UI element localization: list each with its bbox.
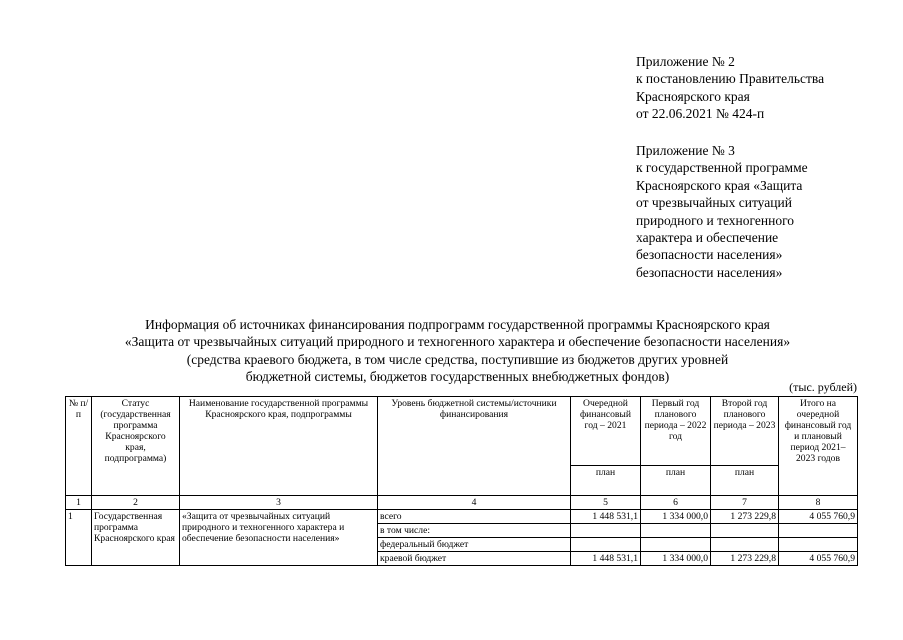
col-number: 6 xyxy=(641,496,711,510)
program-num: 1 xyxy=(66,510,92,566)
header-name: Наименование государственной программы Красноярского края, подпрограммы xyxy=(180,397,378,466)
appendix-line: природного и техногенного xyxy=(636,212,795,228)
col-number: 7 xyxy=(711,496,779,510)
appendix-line: Приложение № 2 xyxy=(636,54,735,69)
col-number: 2 xyxy=(92,496,180,510)
appendix-line: безопасности населения» xyxy=(636,264,783,280)
row-level: федеральный бюджет xyxy=(378,538,571,552)
row-value-total: 4 055 760,9 xyxy=(779,510,858,524)
document-title xyxy=(60,316,855,386)
header-row xyxy=(66,397,858,466)
title-line: «Защита от чрезвычайных ситуаций природного и техногенного характера и обеспечение безопасности населения» xyxy=(124,334,791,350)
row-value-2022: 1 334 000,0 xyxy=(641,552,711,566)
header-plan: план xyxy=(711,465,779,496)
appendix-line: Приложение № 3 xyxy=(636,143,735,158)
row-value-2023: 1 273 229,8 xyxy=(711,510,779,524)
column-number-row xyxy=(66,496,858,510)
header-status: Статус (государственная программа Красноярского края, подпрограмма) xyxy=(92,397,180,466)
header-year-2021: Очередной финансовый год – 2021 xyxy=(571,397,641,466)
row-value-total xyxy=(779,538,858,552)
col-number: 5 xyxy=(571,496,641,510)
appendix-line: Красноярского края «Защита xyxy=(636,177,803,193)
program-status: Государственная программа Красноярского края xyxy=(92,510,180,566)
header-plan-row xyxy=(66,465,858,496)
row-value-2021: 1 448 531,1 xyxy=(571,552,641,566)
row-value-total xyxy=(779,524,858,538)
header-level-cont xyxy=(378,465,571,496)
appendix-resolution-block xyxy=(636,53,824,123)
row-level: краевой бюджет xyxy=(378,552,571,566)
header-plan: план xyxy=(641,465,711,496)
appendix-line: характера и обеспечение xyxy=(636,230,779,246)
header-level: Уровень бюджетной системы/источники финансирования xyxy=(378,397,571,466)
financing-table xyxy=(65,396,858,566)
header-year-2022: Первый год планового периода – 2022 год xyxy=(641,397,711,466)
appendix-line: Красноярского края xyxy=(636,88,750,104)
row-value-2023 xyxy=(711,524,779,538)
appendix-program-block xyxy=(636,142,808,281)
table-row xyxy=(66,510,858,524)
header-plan: план xyxy=(571,465,641,496)
title-line: бюджетной системы, бюджетов государственных внебюджетных фондов) xyxy=(245,369,670,385)
row-value-2022: 1 334 000,0 xyxy=(641,510,711,524)
row-level: в том числе: xyxy=(378,524,571,538)
row-value-2021: 1 448 531,1 xyxy=(571,510,641,524)
row-value-2022 xyxy=(641,538,711,552)
appendix-line: безопасности населения» xyxy=(636,247,783,263)
col-number: 3 xyxy=(180,496,378,510)
appendix-line: к государственной программе xyxy=(636,160,808,176)
title-line: Информация об источниках финансирования подпрограмм государственной программы Красноярского края xyxy=(145,317,770,332)
row-value-2023: 1 273 229,8 xyxy=(711,552,779,566)
row-value-2022 xyxy=(641,524,711,538)
appendix-line: от чрезвычайных ситуаций xyxy=(636,195,792,211)
appendix-line: от 22.06.2021 № 424-п xyxy=(636,106,765,122)
header-status-cont xyxy=(92,465,180,496)
row-value-total: 4 055 760,9 xyxy=(779,552,858,566)
header-num: № п/п xyxy=(66,397,92,466)
units-label: (тыс. рублей) xyxy=(789,380,857,394)
col-number: 8 xyxy=(779,496,858,510)
col-number: 1 xyxy=(66,496,92,510)
appendix-line: к постановлению Правительства xyxy=(636,71,825,87)
row-value-2023 xyxy=(711,538,779,552)
title-line: (средства краевого бюджета, в том числе средства, поступившие из бюджетов других уровней xyxy=(186,351,729,367)
header-name-cont xyxy=(180,465,378,496)
row-level: всего xyxy=(378,510,571,524)
row-value-2021 xyxy=(571,524,641,538)
header-num-cont xyxy=(66,465,92,496)
header-year-2023: Второй год планового периода – 2023 xyxy=(711,397,779,466)
program-name: «Защита от чрезвычайных ситуаций природного и техногенного характера и обеспечение безопасности населения» xyxy=(180,510,378,566)
row-value-2021 xyxy=(571,538,641,552)
col-number: 4 xyxy=(378,496,571,510)
header-total: Итого на очередной финансовый год и плановый период 2021–2023 годов xyxy=(779,397,858,496)
